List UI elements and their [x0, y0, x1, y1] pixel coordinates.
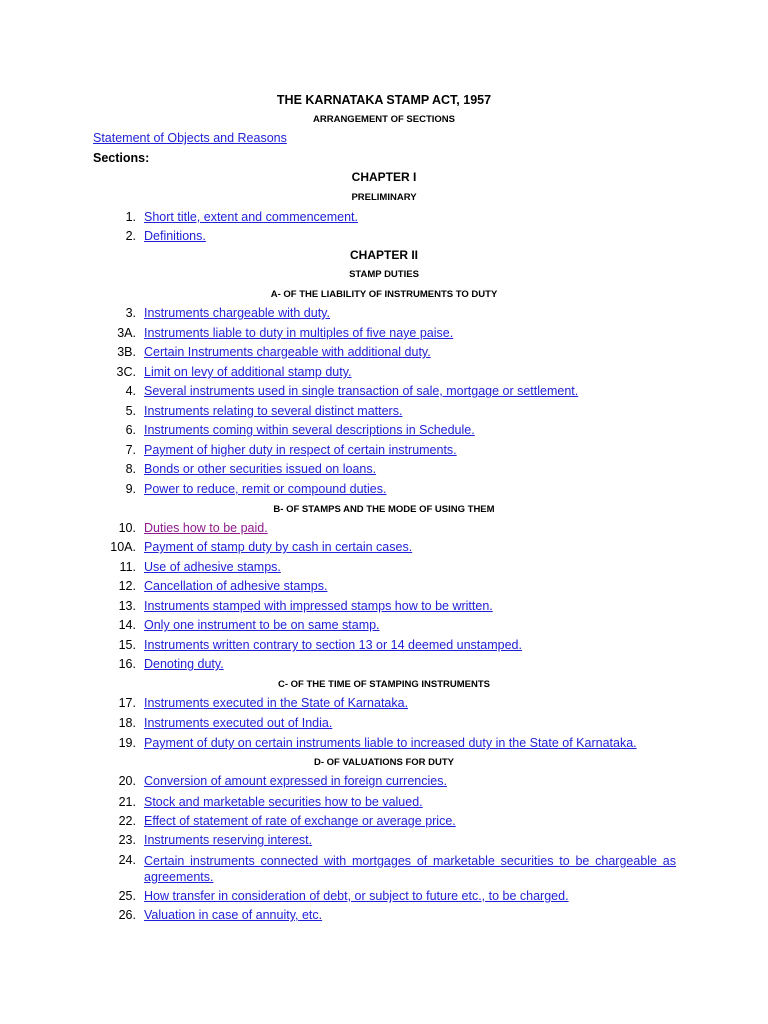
section-number: 2.	[125, 229, 136, 243]
section-entry[interactable]	[0, 326, 768, 344]
section-link[interactable]: Cancellation of adhesive stamps.	[144, 579, 328, 593]
section-link[interactable]: Valuation in case of annuity, etc.	[144, 908, 323, 922]
section-link[interactable]: How transfer in consideration of debt, or subject to future etc., to be charged.	[144, 889, 569, 903]
stamp-duties-heading: STAMP DUTIES	[349, 269, 419, 280]
section-link[interactable]: Payment of higher duty in respect of certain instruments.	[144, 443, 457, 457]
arrangement-heading: ARRANGEMENT OF SECTIONS	[313, 114, 455, 125]
section-entry[interactable]	[0, 599, 768, 617]
section-number: 18.	[118, 716, 136, 730]
section-entry[interactable]	[0, 774, 768, 792]
section-entry[interactable]	[0, 833, 768, 851]
section-link[interactable]: Conversion of amount expressed in foreign currencies.	[144, 774, 447, 788]
section-entry[interactable]	[0, 657, 768, 675]
section-number: 23.	[118, 833, 136, 847]
section-number: 7.	[125, 443, 136, 457]
section-number: 15.	[118, 638, 136, 652]
section-link[interactable]: Instruments executed out of India.	[144, 716, 333, 730]
part-a-heading: A- OF THE LIABILITY OF INSTRUMENTS TO DUTY	[270, 289, 498, 300]
section-link[interactable]: Instruments written contrary to section 13 or 14 deemed unstamped.	[144, 638, 522, 652]
section-entry[interactable]	[0, 443, 768, 461]
section-number: 21.	[118, 795, 136, 809]
section-entry[interactable]	[0, 560, 768, 578]
section-number: 16.	[118, 657, 136, 671]
section-link[interactable]: Bonds or other securities issued on loans.	[144, 462, 377, 476]
section-entry[interactable]	[0, 384, 768, 402]
section-number: 13.	[118, 599, 136, 613]
section-number: 10.	[118, 521, 136, 535]
section-link[interactable]: Limit on levy of additional stamp duty.	[144, 365, 352, 379]
section-link[interactable]: Denoting duty.	[144, 657, 224, 671]
section-link[interactable]: Short title, extent and commencement.	[144, 210, 358, 224]
section-link[interactable]: Instruments chargeable with duty.	[144, 306, 330, 320]
section-entry[interactable]	[0, 210, 768, 228]
section-link[interactable]: Instruments reserving interest.	[144, 833, 313, 847]
section-entry[interactable]	[0, 521, 768, 539]
section-entry[interactable]	[0, 736, 768, 754]
section-number: 3.	[125, 306, 136, 320]
section-number: 17.	[118, 696, 136, 710]
part-c-heading: C- OF THE TIME OF STAMPING INSTRUMENTS	[278, 679, 490, 690]
section-entry[interactable]	[0, 638, 768, 656]
section-number: 8.	[125, 462, 136, 476]
section-entry[interactable]	[0, 795, 768, 813]
statement-objects-link[interactable]: Statement of Objects and Reasons	[93, 131, 287, 145]
section-entry[interactable]	[0, 365, 768, 383]
section-number: 9.	[125, 482, 136, 496]
section-link[interactable]: Certain Instruments chargeable with additional duty.	[144, 345, 431, 359]
act-title: THE KARNATAKA STAMP ACT, 1957	[276, 93, 492, 107]
section-entry[interactable]	[0, 423, 768, 441]
section-entry[interactable]	[0, 579, 768, 597]
part-b-heading: B- OF STAMPS AND THE MODE OF USING THEM	[273, 504, 495, 515]
section-link[interactable]: Several instruments used in single transaction of sale, mortgage or settlement.	[144, 384, 579, 398]
section-entry[interactable]	[0, 618, 768, 636]
sections-label: Sections:	[93, 151, 150, 165]
section-entry[interactable]	[0, 908, 768, 926]
section-link[interactable]: Only one instrument to be on same stamp.	[144, 618, 380, 632]
section-link[interactable]: Power to reduce, remit or compound duties.	[144, 482, 387, 496]
section-entry[interactable]	[0, 716, 768, 734]
section-link[interactable]: Use of adhesive stamps.	[144, 560, 281, 574]
section-entry[interactable]	[0, 696, 768, 714]
preliminary-heading: PRELIMINARY	[351, 192, 417, 203]
section-number: 22.	[118, 814, 136, 828]
section-number: 10A.	[110, 540, 136, 554]
section-entry[interactable]	[0, 889, 768, 907]
section-entry[interactable]	[0, 853, 768, 887]
section-link[interactable]: Instruments stamped with impressed stamps how to be written.	[144, 599, 493, 613]
section-entry[interactable]	[0, 345, 768, 363]
section-link[interactable]: Payment of duty on certain instruments liable to increased duty in the State of Karnataka.	[144, 736, 637, 750]
section-number: 4.	[125, 384, 136, 398]
section-link[interactable]: Effect of statement of rate of exchange or average price.	[144, 814, 456, 828]
section-link-visited[interactable]: Duties how to be paid.	[144, 521, 268, 535]
section-entry[interactable]	[0, 482, 768, 500]
part-d-heading: D- OF VALUATIONS FOR DUTY	[313, 757, 455, 768]
section-link[interactable]: Stock and marketable securities how to be valued.	[144, 795, 423, 809]
section-number: 3A.	[117, 326, 136, 340]
section-link[interactable]: Instruments executed in the State of Karnataka.	[144, 696, 409, 710]
section-link[interactable]: Definitions.	[144, 229, 206, 243]
section-entry[interactable]	[0, 540, 768, 558]
section-number: 24.	[118, 853, 136, 867]
section-entry[interactable]	[0, 229, 768, 247]
section-number: 12.	[118, 579, 136, 593]
section-number: 11.	[119, 560, 136, 574]
section-number: 14.	[118, 618, 136, 632]
section-entry[interactable]	[0, 462, 768, 480]
section-entry[interactable]	[0, 306, 768, 324]
section-number: 6.	[125, 423, 136, 437]
section-link[interactable]: Instruments relating to several distinct matters.	[144, 404, 403, 418]
section-number: 3C.	[116, 365, 136, 379]
section-link[interactable]: Payment of stamp duty by cash in certain cases.	[144, 540, 413, 554]
section-link[interactable]: Instruments coming within several descriptions in Schedule.	[144, 423, 475, 437]
section-entry[interactable]	[0, 404, 768, 422]
section-number: 19.	[118, 736, 136, 750]
section-link[interactable]: Instruments liable to duty in multiples of five naye paise.	[144, 326, 454, 340]
section-entry[interactable]	[0, 814, 768, 832]
section-number: 20.	[118, 774, 136, 788]
section-number: 25.	[118, 889, 136, 903]
section-link[interactable]: Certain instruments connected with mortgages of marketable securities to be chargeable as agreements.	[144, 854, 676, 884]
section-number: 26.	[118, 908, 136, 922]
section-number: 1.	[125, 210, 136, 224]
section-number: 3B.	[117, 345, 136, 359]
chapter-2-heading: CHAPTER II	[349, 248, 418, 262]
chapter-1-heading: CHAPTER I	[351, 170, 417, 184]
section-number: 5.	[125, 404, 136, 418]
